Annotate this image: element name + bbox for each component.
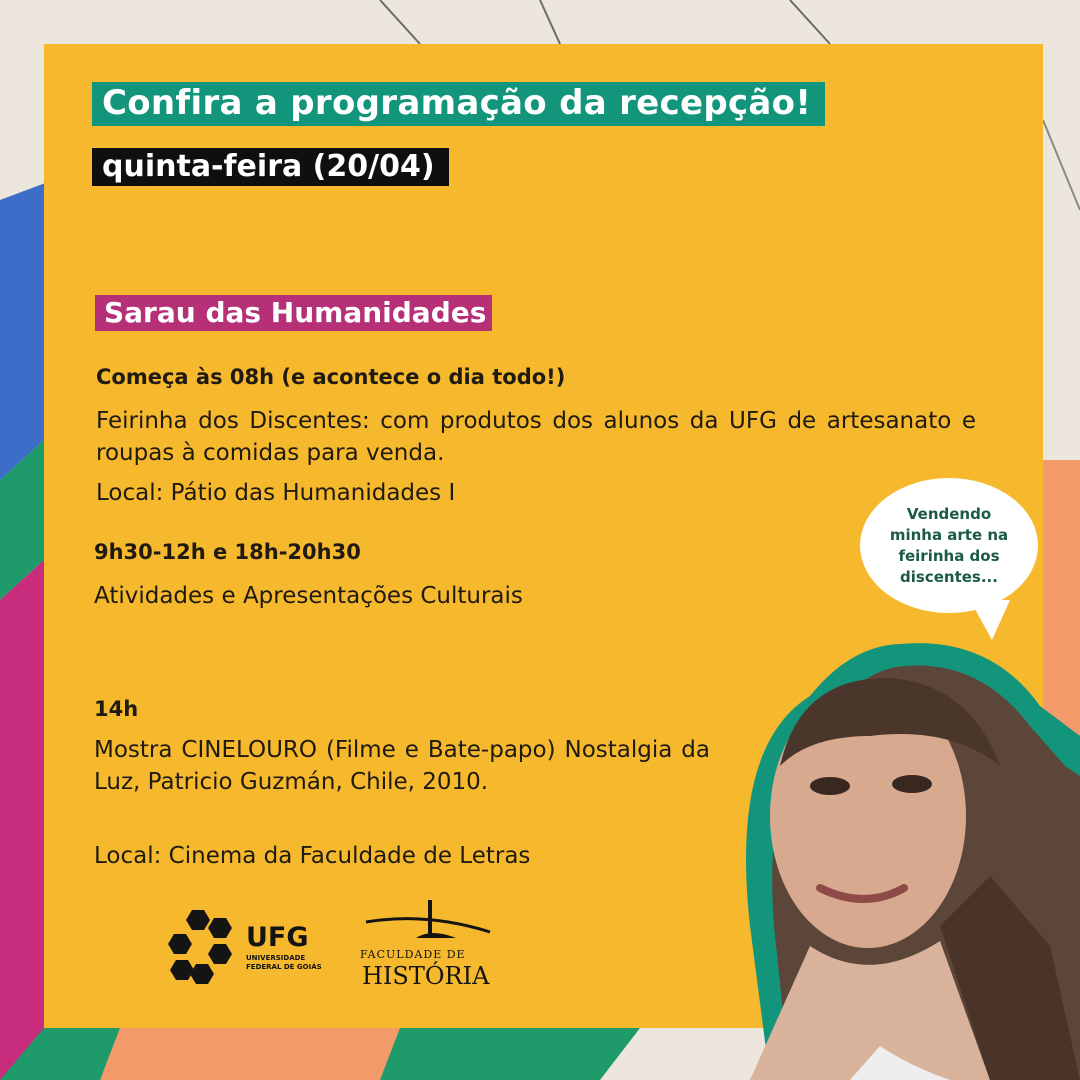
- ufg-logo-subtitle: UNIVERSIDADE FEDERAL DE GOIÁS: [246, 954, 322, 971]
- ufg-hexagon-logo-icon: [166, 908, 246, 988]
- date-label: quinta-feira (20/04): [92, 148, 449, 186]
- section-title: Sarau das Humanidades: [95, 295, 492, 331]
- block-3-location: Local: Cinema da Faculdade de Letras: [94, 843, 531, 869]
- block-1-time: Começa às 08h (e acontece o dia todo!): [96, 365, 566, 389]
- block-1-location: Local: Pátio das Humanidades I: [96, 480, 456, 506]
- block-2-description: Atividades e Apresentações Culturais: [94, 583, 523, 609]
- block-3-time: 14h: [94, 697, 139, 721]
- page-title: Confira a programação da recepção!: [92, 82, 825, 126]
- student-photo: [690, 626, 1080, 1080]
- faculdade-logo-top: FACULDADE DE: [360, 948, 466, 961]
- block-1-description: Feirinha dos Discentes: com produtos dos alunos da UFG de artesanato e roupas à comidas para venda.: [96, 408, 976, 466]
- block-2-time: 9h30-12h e 18h-20h30: [94, 540, 361, 564]
- ufg-logo-name: UFG: [246, 922, 309, 953]
- faculdade-historia-logo-icon: [356, 896, 496, 948]
- speech-bubble-text: Vendendo minha arte na feirinha dos discentes...: [889, 504, 1009, 586]
- block-3-description: Mostra CINELOURO (Filme e Bate-papo) Nostalgia da Luz, Patricio Guzmán, Chile, 2010.: [94, 737, 710, 795]
- speech-bubble: [860, 478, 1038, 613]
- faculdade-logo-main: HISTÓRIA: [362, 962, 490, 990]
